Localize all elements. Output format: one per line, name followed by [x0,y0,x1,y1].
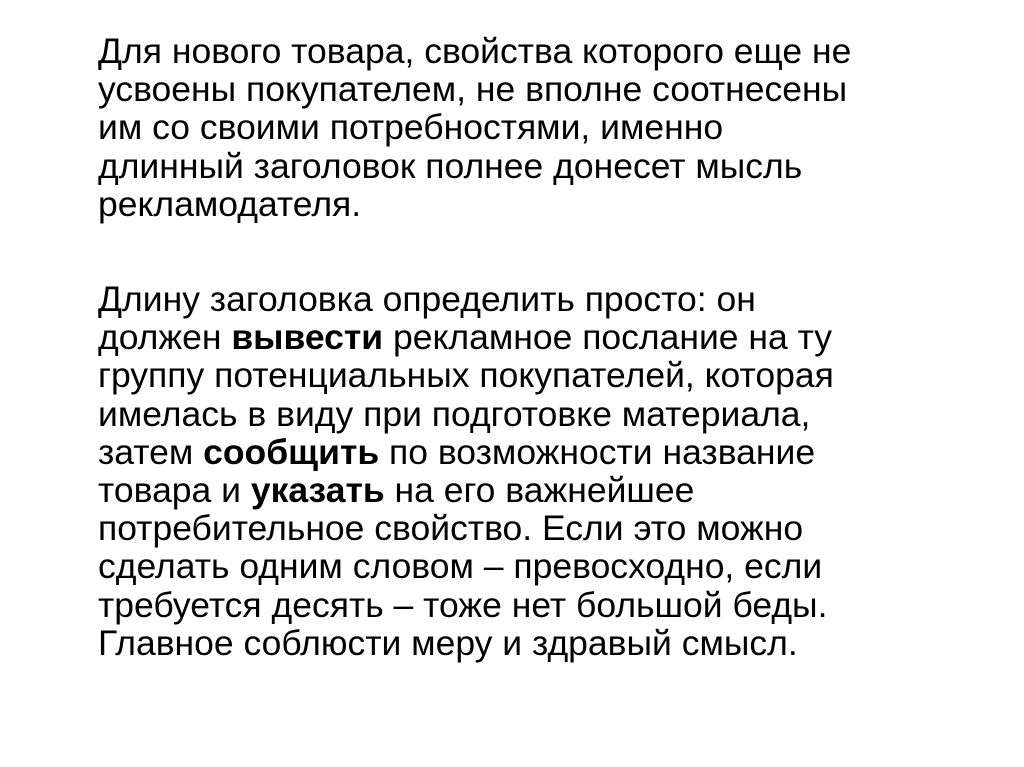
text-line: Для нового товара, свойства которого еще не [98,31,852,71]
text-segment: затем [98,431,204,472]
text-line: рекламодателя. [98,183,362,224]
text-line [98,356,958,394]
text-segment: товара и [98,470,251,511]
text-line: длинный заголовок полнее донесет мысль [98,145,803,186]
text-line [98,433,958,471]
text-line [98,280,958,318]
text-segment: Главное соблюсти меру и здравый смысл. [98,622,798,663]
text-segment: на его важнейшее [384,470,695,511]
text-line: усвоены покупателем, не вполне соотнесены [98,69,848,110]
text-segment: группу потенциальных покупателей, которая [98,355,834,396]
text-line [98,318,958,356]
text-line [98,471,958,509]
text-segment: сделать одним словом – превосходно, если [98,546,823,587]
text-line [98,547,958,585]
text-line [98,395,958,433]
paragraph-long-headline [98,32,958,223]
emphasis-word: указать [250,470,385,511]
text-segment: рекламное послание на ту [383,317,833,358]
text-line [98,509,958,547]
text-segment: должен [98,317,232,358]
emphasis-word: сообщить [203,431,380,472]
text-line: им со своими потребностями, именно [98,107,724,148]
text-segment: по возможности название [379,431,816,472]
emphasis-word: вывести [231,317,384,358]
paragraph-headline-length [98,280,958,662]
text-segment: требуется десять – тоже нет большой беды. [98,584,828,625]
text-line [98,586,958,624]
text-segment: потребительное свойство. Если это можно [98,508,804,549]
text-line [98,624,958,662]
text-segment: Длину заголовка определить просто: он [98,279,756,319]
text-segment: имелась в виду при подготовке материала, [98,393,811,434]
